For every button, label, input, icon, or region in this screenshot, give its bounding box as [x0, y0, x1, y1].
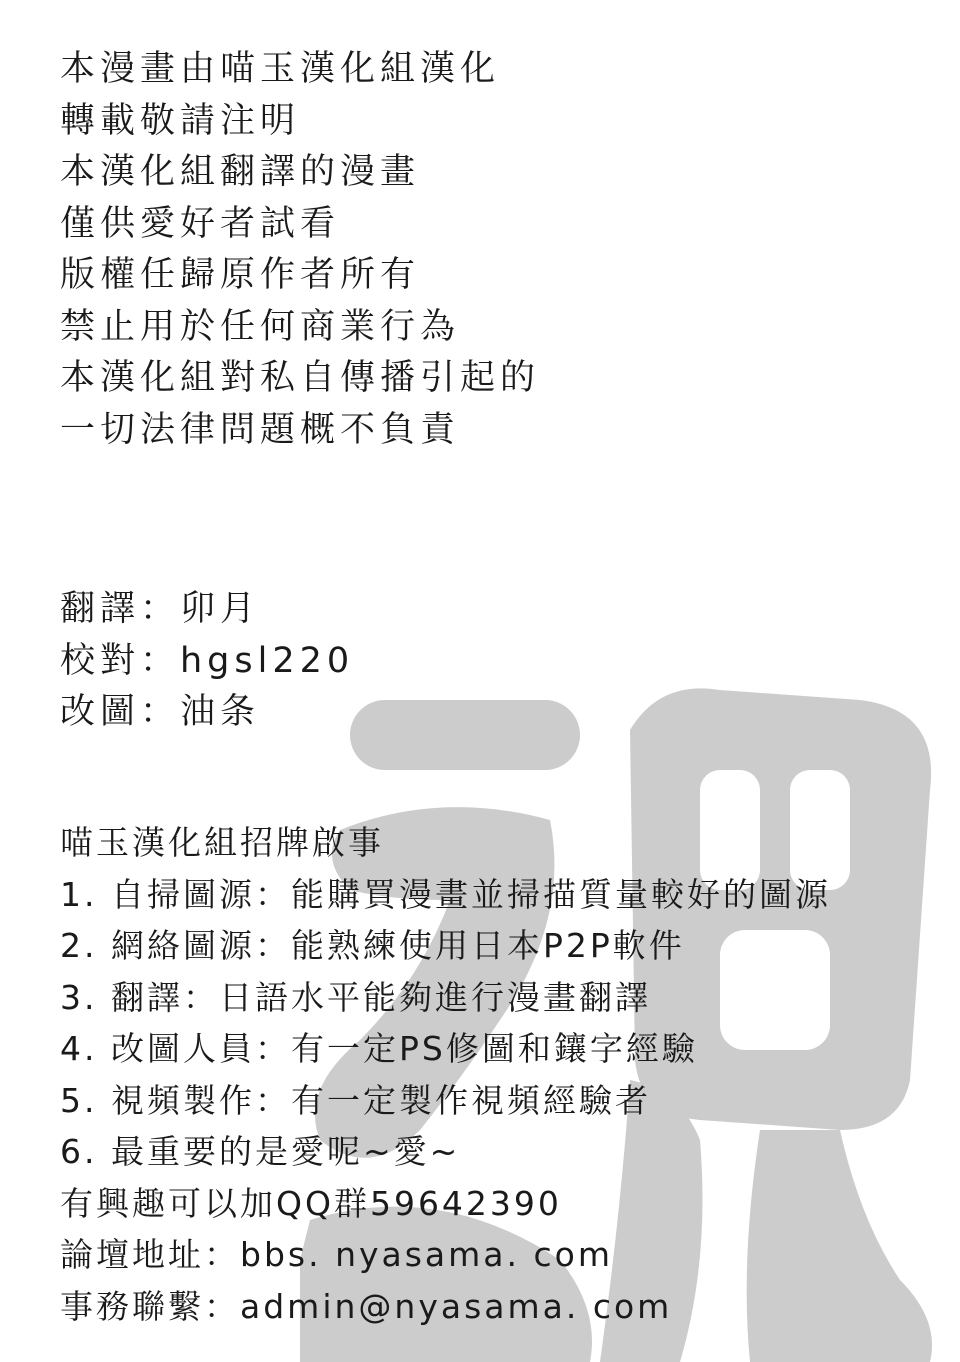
recruit-item: 3. 翻譯：日語水平能夠進行漫畫翻譯 — [60, 977, 651, 1017]
recruit-item: 2. 網絡圖源：能熟練使用日本P2P軟件 — [60, 926, 685, 965]
notice-line: 一切法律問題概不負責 — [60, 409, 461, 450]
recruit-title: 喵玉漢化組招牌啟事 — [60, 823, 384, 862]
recruit-item: 1. 自掃圖源：能購買漫畫並掃描質量較好的圖源 — [60, 874, 831, 914]
credit-translator: 翻譯：卯月 — [60, 589, 261, 629]
credit-editor: 改圖：油条 — [60, 692, 261, 732]
notice-line: 本漫畫由喵玉漢化組漢化 — [60, 49, 501, 89]
staff-credits — [60, 584, 354, 739]
copyright-notice — [60, 44, 540, 456]
notice-line: 版權任歸原作者所有 — [60, 255, 421, 295]
recruit-item: 5. 視頻製作：有一定製作視頻經驗者 — [60, 1080, 651, 1120]
recruit-item: 6. 最重要的是愛呢~愛~ — [60, 1132, 461, 1171]
contact-email: 事務聯繫：admin@nyasama. com — [60, 1286, 673, 1326]
notice-line: 禁止用於任何商業行為 — [60, 306, 461, 347]
qq-group-info: 有興趣可以加QQ群59642390 — [60, 1183, 562, 1223]
recruitment-notice — [60, 817, 831, 1332]
notice-line: 轉載敬請注明 — [60, 100, 301, 141]
recruit-item: 4. 改圖人員：有一定PS修圖和鑲字經驗 — [60, 1029, 698, 1068]
notice-line: 僅供愛好者試看 — [60, 203, 341, 244]
notice-line: 本漢化組對私自傳播引起的 — [60, 358, 541, 398]
forum-address: 論壇地址：bbs. nyasama. com — [60, 1235, 613, 1274]
notice-line: 本漢化組翻譯的漫畫 — [60, 152, 421, 192]
credit-proofreader: 校對：hgsl220 — [60, 640, 355, 681]
